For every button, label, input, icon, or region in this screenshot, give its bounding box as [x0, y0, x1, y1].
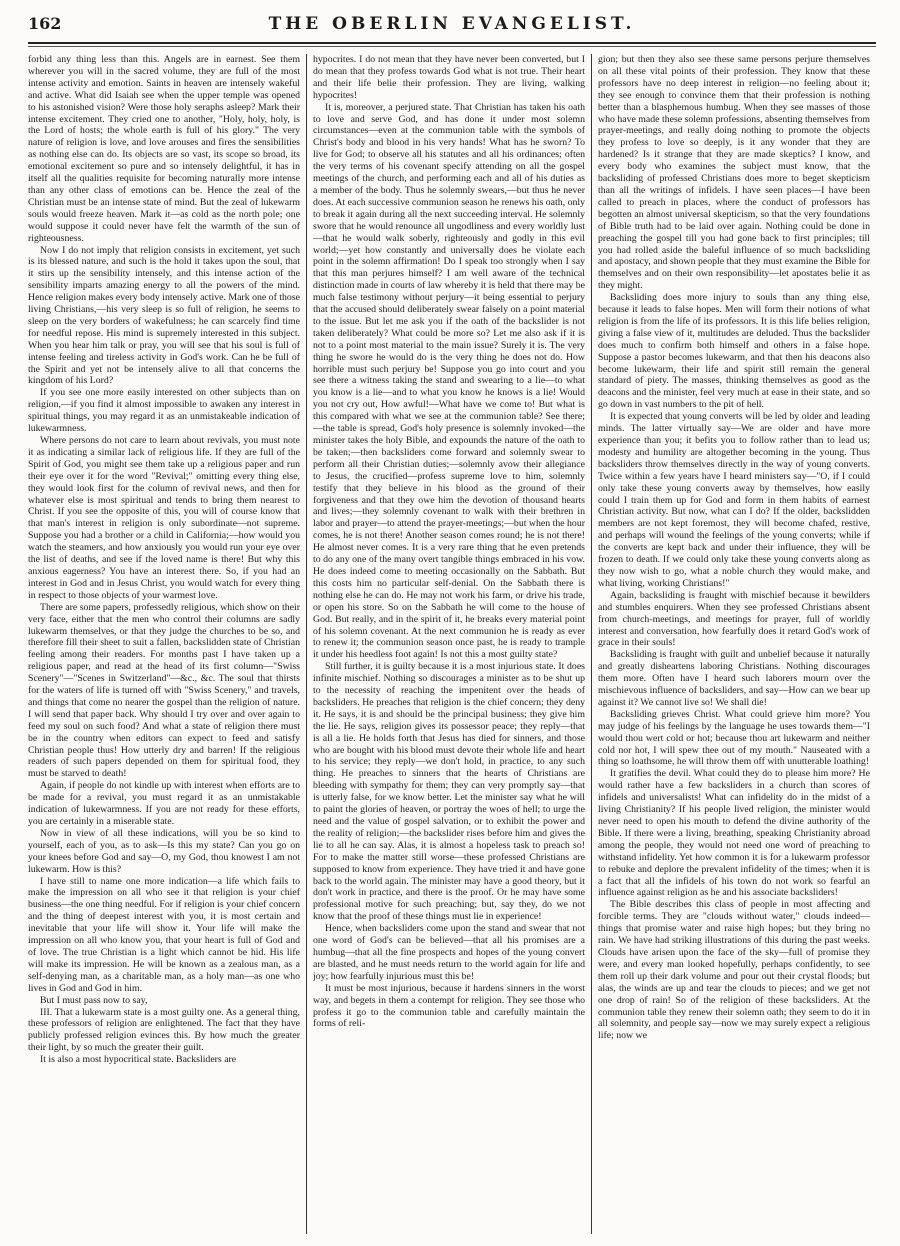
page-number: 162 — [28, 14, 62, 33]
paragraph: hypocrites. I do not mean that they have never been converted, but I do mean that they profess towards God what is not true. Their heart and their life belie their profession. They are living, walking hypocrites! — [313, 54, 585, 101]
paragraph: It gratifies the devil. What could they do to please him more? He would rather have a few backsliders in a church than scores of infidels and universalists! What can infidelity do in the midst of a living Christianity? If his people lived religion, the minister would never need to open his mouth to defend the divine authority of the Bible. If there were a living, breathing, speaking Christianity abroad among the people, they would not need one word of preaching to withstand infidelity. Yet how common it is for a lukewarm professor to rebuke and deplore the prevalent infidelity of the times; when it is a fact that all the infidels of his town do not work so fearful an influence against religion as he and his associate backsliders! — [598, 768, 870, 899]
paragraph: It is expected that young converts will be led by older and leading minds. The latter virtually say—We are older and have more experience than you; it befits you to follow rather than to lead us; modesty and humility are altogether becoming in the young. Thus backsliders throw themselves directly in the way of young converts. Twice within a few years have I heard ministers say—"O, if I could only take these young converts away by themselves, how easily could I train them up for God and form in them habits of earnest Christian activity. But now, what can I do? If the older, backslidden members are not kept foremost, they will become chafed, restive, and perhaps will wound the feelings of the young converts; while if the converts are kept back and under their influence, they will be frozen to death. If we could only take these young converts along as they now wish to go, what a noble church they would make, and what living, working Christians!" — [598, 411, 870, 589]
column-divider — [306, 54, 307, 1234]
paragraph: Hence, when backsliders come upon the stand and swear that not one word of God's can be believed—that all his promises are a humbug—that all the fine prospects and hopes of the young convert are blasted, and he must needs return to the world again for life and joy; how fearfully injurious must this be! — [313, 923, 585, 982]
page-header — [28, 14, 876, 44]
paragraph: forbid any thing less than this. Angels are in earnest. See them wherever you will in the sacred volume, they are full of the most intense activity and emotion. Saints in heaven are intensely wakeful and active. What did Isaiah see when the upper temple was opened to his astonished vision? Were those holy seraphs asleep? Mark their intense excitement. They cried one to another, "Holy, holy, holy, is the Lord of hosts; the whole earth is full of his glory." The very nature of religion is love, and love arouses and fires the sensibilities as nothing else can do. Its objects are so vast, its scope so broad, its emotional excitement so pure and so intensely delightful, it has in itself all the qualities requisite for becoming naturally more intense than any other class of emotions can be. Hence the zeal of the Christian must be an intense state of mind. But the zeal of lukewarm souls would freeze heaven. Mark it—as cold as the north pole; one would suppose it could never have felt the warmth of the sun of righteousness. — [28, 54, 300, 244]
paragraph: It is, moreover, a perjured state. That Christian has taken his oath to love and serve God, and has done it under most solemn circumstances—even at the communion table with the symbols of Christ's body and blood in his very hands! What has he sworn? To live for God; to observe all his statutes and all his ordinances; often the very terms of his covenant specify attending on all the gospel meetings of the church, and performing each and all of his duties as a member of the body. Thus he solemnly swears,—but thus he never does. At each successive communion season he renews his oath, only to break it again during all the next succeeding interval. He solemnly swore that he would renounce all ungodliness and every worldly lust—that he would walk soberly, righteously and godly in this evil world;—yet how constantly and universally does he violate each point in the solemn affirmation! Do I speak too strongly when I say that this man perjures himself? I am well aware of the technical distinction made in courts of law whereby it is held that there may be much false testimony without perjury—it being essential to perjury that the accused should deliberately swear falsely on a point material to the issue. But let me ask you if the oath of the backslider is not taken deliberately? What could be more so? Let me also ask if it is not to a point most material to the main issue? Surely it is. The very thing he swore he would do is the very thing he does not do. How horrible must such perjury be! Suppose you go into court and you see there a witness taking the stand and swearing to a lie—to what you know is a lie—and to what you know he knows is a lie! Would you not cry out, How awful!—What have we come to! But what is this compared with what we see at the communion table? See there; —the table is spread, God's holy presence is solemnly invoked—the minister takes the holy Bible, and expounds the nature of the oath to be taken;—then backsliders come forward and solemnly swear to perform all their Christian duties;—solemnly avow their allegiance to Jesus, the crucified—profess supreme love to him, solemnly testify that they believe in his blood as the ground of their forgiveness and that they owe him the devotion of thousand hearts and lives;—they solemnly covenant to walk with their brethren in labor and prayer—to attend the prayer-meetings;—but when the hour comes, he is not there! Another season comes round; he is not there! He almost never comes. It is a very rare thing that he even pretends to do any one of the many overt tangible things embraced in his vow. He does indeed come to meeting occasionally on the Sabbath. But this costs him no particular self-denial. On the Sabbath there is nothing else he can do. He may not work his farm, or drive his trade, or open his store. So on the Sabbath he will come to the house of God. But really, and in the spirit of it, he breaks every material point of his solemn covenant. At the next communion he is ready as ever to renew it; the communion season once past, he is ready to trample it under his heedless foot again! Is not this a most guilty state? — [313, 101, 585, 661]
paragraph: Backsliding grieves Christ. What could grieve him more? You may judge of his feelings by the language he uses towards them—"I would thou wert cold or hot; because thou art lukewarm and neither cold nor hot, I will spew thee out of my mouth." Nauseated with a thing so loathsome, he will throw them off with unutterable loathing! — [598, 708, 870, 768]
paragraph: Still further, it is guilty because it is a most injurious state. It does infinite mischief. Nothing so discourages a minister as to be shut up to the necessity of reaching the impenitent over the heads of backsliders. He preaches that religion is the chief concern; they deny it. He says, it is and should be the principal business; they give him the lie. He says, religion gives its possessor peace; they reply—that is all a lie. He holds forth that Jesus has died for sinners, and those who are bought with his blood must devote their whole life and heart to his service; they reply—we don't hold, in practice, to any such thing. He preaches to sinners that the hearts of Christians are bleeding with sympathy for them; they can very promptly say—that is utterly false, for we know better. Let the minister say what he will to paint the glories of heaven, or portray the woes of hell; to urge the need and the value of gospel salvation, or to exhibit the power and the reality of religion;—the backslider rises before him and gives the lie to all he can say. Alas, it is almost a hopeless task to preach so! For to make the matter still worse—these professed Christians are supposed to know from experience. They have tried it and have gone back to the world again. The minister may have a good theory, but it don't work in practice, and there is the proof. Or he may have some professional motive for such preaching; but, say they, do we not know that the proof of these things must lie in experience! — [313, 661, 585, 923]
paragraph: Where persons do not care to learn about revivals, you must note it as indicating a similar lack of religious life. If they are full of the Spirit of God, you might see them take up a religious paper and run their eye over it for the word "Revival;" omitting every thing else, they would look first for the column of revival news, and then for whatever else is most spiritual and tends to bring them nearest to Christ. If you see the opposite of this, you will of course know that that man's interest in religion is only subordinate—not supreme. Suppose you had a brother or a child in California;—how would you watch the steamers, and how anxiously you would run your eye over the list of deaths, and see if the loved name is there! But why this anxious eagerness? You have an interest there. So, if you had an interest in God and in Jesus Christ, you would watch for every thing in respect to those objects of your warmest love. — [28, 435, 300, 601]
paragraph: Backsliding is fraught with guilt and unbelief because it naturally and greatly disheartens laboring Christians. Nothing discourages them more. Often have I heard such laborers mourn over the mischievous influence of backsliders, and say—How can we bear up against it? We cannot live so! We shall die! — [598, 649, 870, 708]
paragraph: But I must pass now to say, — [40, 994, 148, 1006]
paragraph: III. That a lukewarm state is a most guilty one. As a general thing, these professors of religion are enlightened. The fact that they have publicly professed religion evinces this. By how much the greater their light, by so much the greater their guilt. — [28, 1006, 300, 1054]
column-middle — [313, 54, 585, 1238]
column-right — [598, 54, 870, 1238]
header-rule — [28, 42, 876, 44]
paragraph: I have still to name one more indication—a life which fails to make the impression on all who see it that religion is your chief business—the one thing needful. For if religion is your chief concern and the thing of deepest interest with you, it is most certain and inevitable that your life will show it. Your life will make the impression on all who know you, that your heart is full of God and of love. The true Christian is a light which cannot be hid. His life will make its impression. He will be known as a zealous man, as a self-denying man, as a charitable man, as a holy man—as one who lives in God and God in him. — [28, 875, 300, 994]
paragraph: Now in view of all these indications, will you be so kind to yourself, each of you, as to ask—Is this my state? Can you go on your knees before God and say—O, my God, thou knowest I am not lukewarm. How is this? — [28, 827, 300, 875]
paragraph: It is also a most hypocritical state. Backsliders are — [40, 1054, 237, 1066]
article-columns — [28, 54, 876, 1238]
paragraph: There are some papers, professedly religious, which show on their very face, either that the men who control their columns are sadly lukewarm themselves, or that they judge the churches to be so, and therefore fill their sheet to suit a fallen, backslidden state of Christian feeling among their readers. For months past I have taken up a religious paper, and read at the head of its first column—"Swiss Scenery"—"Scenes in Switzerland"—&c., &c. The soul that thirsts for the waters of life is turned off with "Swiss Scenery," and travels, and things that come no nearer the gospel than the religion of nature. I will send that paper back. Why should I try over and over again to feed my soul on such food? And what a state of religion there must be in the country when editors can expect to feed and satisfy Christian people thus! How utterly dry and barren! If the religious readers of such papers depended on them for spiritual food, they must be starved to death! — [28, 601, 300, 780]
paragraph: Again, backsliding is fraught with mischief because it bewilders and stumbles enquirers. When they see professed Christians absent from church-meetings, and meetings for prayer, full of worldly interest and conversation, how fearfully does it retard God's work of grace in their souls! — [598, 589, 870, 649]
paragraph: Now I do not imply that religion consists in excitement, yet such is its blessed nature, and such is the hold it takes upon the soul, that it stirs up the sensibility intensely, and this intense action of the sensibility imparts amazing energy to all the powers of the mind. Hence religion makes every body intensely active. Mark one of those living Christians,—his very sleep is so full of religion, he seems to sleep on the very borders of wakefulness; he can scarcely find time for needful repose. His mind is supremely interested in this subject. When you hear him talk or pray, you will see that his soul is full of intense feeling and tireless activity in God's work. Can he be full of the Spirit and yet not be intensely alive to all that concerns the kingdom of his Lord? — [28, 244, 300, 387]
paragraph: It must be most injurious, because it hardens sinners in the worst way, and begets in them a contempt for religion. They see those who profess it go to the communion table and carefully maintain the forms of reli- — [313, 982, 585, 1030]
paragraph: Again, if people do not kindle up with interest when efforts are to be made for a revival, you must regard it as an unmistakable indication of lukewarmness. If you are not ready for these efforts, you are certainly in a miserable state. — [28, 780, 300, 827]
paragraph: gion; but then they also see these same persons perjure themselves on all these vital points of their profession. They know that these professors have no deep interest in religion—no feeling about it; they see enough to convince them that their profession is nothing better than a blasphemous humbug. When they see masses of those who have made these solemn professions, absenting themselves from prayer-meetings, and really doing nothing to promote the objects they profess to love so deeply, is it any wonder that they are hardened? Is it strange that they are made skeptics? I know, and every body who examines the subject must know, that the backsliding of professed Christians does more to beget skepticism than all the writings of infidels. I have seen places—I have been called to preach in places, where the conduct of professors has begotten an almost universal skepticism, so that the very foundations of Bible truth had to be laid over again. Nothing could be done in preaching the gospel till you had gone back to first principles; till you had rolled aside the baleful influence of so much backsliding and apostacy, and shown people that they must examine the Bible for themselves and on their own responsibility—let apostates belie it as they might. — [598, 54, 870, 292]
column-left — [28, 54, 300, 1238]
masthead-title: THE OBERLIN EVANGELIST. — [268, 14, 636, 34]
paragraph: Backsliding does more injury to souls than any thing else, because it leads to false hopes. Men will form their notions of what religion is from the life of its professors. It is this life belies religion, giving a false view of it, multitudes are deluded. Thus the backslider does much to confirm both himself and others in a false hope. Suppose a pastor becomes lukewarm, and that then his deacons also become lukewarm, their life and spirit still remain the general standard of piety. The masses, thinking themselves as good as the deacons and the minister, feel very much at ease in their state, and so go down in vast numbers to the pit of hell. — [598, 292, 870, 411]
column-divider — [591, 54, 592, 1234]
paragraph: The Bible describes this class of people in most affecting and forcible terms. They are "clouds without water," clouds indeed—things that promise water and raise high hopes; but they bring no rain. We have had striking illustrations of this during the past weeks. Clouds have arisen upon the face of the sky—full of promise they were, and every man looked hopefully, perhaps confidently, to see them roll up their dark volume and pour out their crystal floods; but alas, the winds are up and tear the clouds to pieces; and we get not one drop of rain! So of the religion of these backsliders. At the communion table they renew their solemn oath; they seem to do it in all solemnity, and people say—now we may surely expect a religious life; now we — [598, 899, 870, 1042]
paragraph: If you see one more easily interested on other subjects than on religion,—if you find it almost impossible to awaken any interest in spiritual things, you may regard it as an unmistakeable indication of lukewarmness. — [28, 387, 300, 435]
header-rule-thin — [28, 46, 876, 47]
